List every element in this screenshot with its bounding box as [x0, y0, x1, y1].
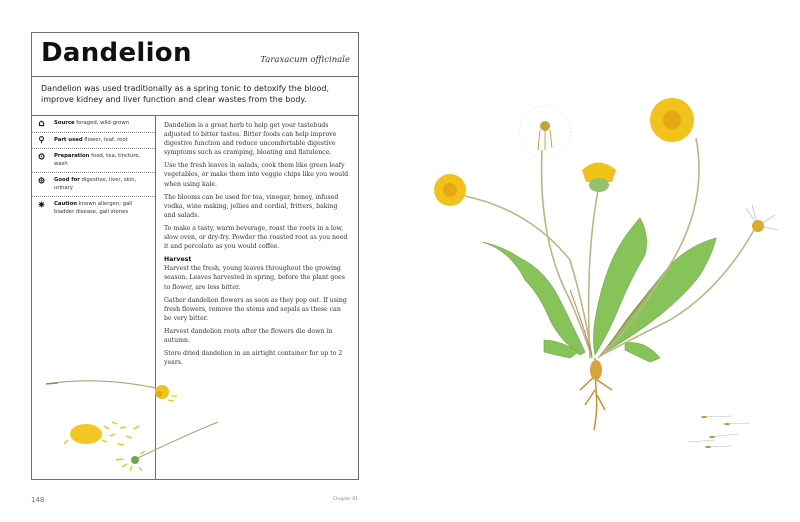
- fact-preparation: Preparation food, tea, tincture, wash: [32, 149, 155, 173]
- body-paragraph: The blooms can be used for tea, vinegar, honey, infused vodka, wine making, jellies and cordial, fritters, baking and salads.: [164, 193, 339, 219]
- latin-name: Taraxacum officinale: [260, 55, 350, 65]
- harvest-paragraph: Store dried dandelion in an airtight container for up to 2 years.: [164, 350, 343, 367]
- leaf-group: [482, 218, 716, 362]
- page-number: 148: [31, 496, 45, 504]
- picked-flowers-illustration: [38, 374, 228, 482]
- body-paragraph: To make a tasty, warm beverage, roast the roots in a low, slow oven, or dry-fry. Powder the roasted root as you need it and percolate as you would coffee.: [164, 224, 348, 251]
- source-icon: [38, 120, 45, 127]
- part-used-icon: [38, 137, 45, 144]
- herb-card: [31, 32, 359, 480]
- seedhead-small-right: [746, 205, 778, 232]
- seedhead-puff: [519, 106, 571, 158]
- fact-good-for: Good for digestive, liver, skin, urinary: [32, 173, 155, 197]
- body-paragraph: Use the fresh leaves in salads, cook them like green leafy vegetables, or make them into veggie chips like you would when using kale.: [164, 162, 349, 188]
- flower-left: [434, 174, 466, 206]
- flower-bud-center: [582, 163, 616, 193]
- preparation-icon: [38, 153, 45, 160]
- title-row: [32, 33, 358, 77]
- body-paragraph: Dandelion is a great herb to help get your tastebuds adjusted to bitter tastes. Bitter foods can help improve digestive function and reduce uncomfortable digestive symptoms such as cramping, bloating and flatulence.: [164, 122, 337, 157]
- good-for-icon: [38, 177, 45, 184]
- loose-seeds: [688, 416, 750, 447]
- harvest-heading: Harvest: [164, 256, 192, 264]
- fact-caution: Caution known allergen; gall bladder disease, gall stones: [32, 197, 155, 220]
- flower-top-right: [650, 98, 694, 142]
- harvest-paragraph: Harvest dandelion roots after the flowers die down in autumn.: [164, 327, 333, 344]
- intro-text: Dandelion was used traditionally as a spring tonic to detoxify the blood, improve kidney and liver function and clear wastes from the body.: [32, 77, 358, 116]
- harvest-paragraph: Harvest the fresh, young leaves throughout the growing season. Leaves harvested in spring, before the plant goes to flower, are less bitter.: [164, 265, 345, 291]
- fact-part-used: Part used flower, leaf, root: [32, 133, 155, 150]
- chapter-label: Chapter 01: [333, 497, 359, 502]
- caution-icon: [38, 201, 45, 208]
- fact-source: Source foraged, wild-grown: [32, 116, 155, 133]
- dandelion-plant-illustration: [420, 90, 800, 470]
- harvest-paragraph: Gather dandelion flowers as soon as they pop out. If using fresh flowers, remove the stems and sepals as these can be very bitter.: [164, 296, 347, 322]
- herb-title: Dandelion: [41, 38, 192, 68]
